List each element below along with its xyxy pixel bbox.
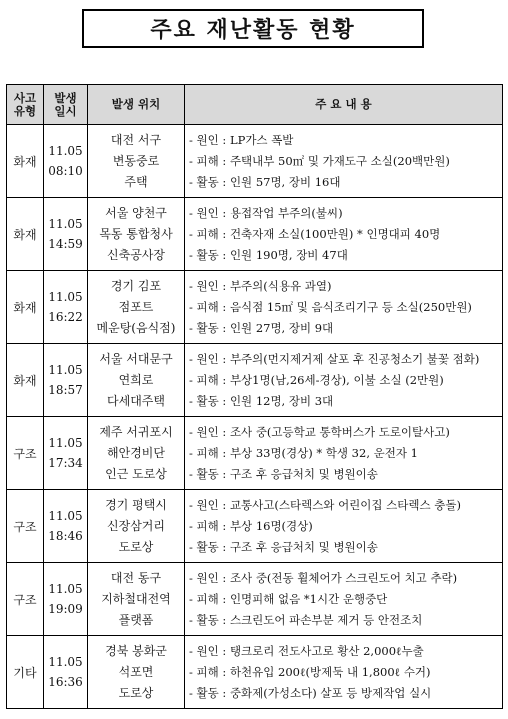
detail-line: - 피해 : 부상 33명(경상) * 학생 32, 운전자 1 (189, 445, 418, 460)
incident-type: 기타 (7, 636, 44, 709)
title-box (82, 9, 424, 48)
incident-datetime: 11.05 16:22 (44, 271, 88, 344)
table-row (7, 490, 503, 563)
incident-location: 경기 김포 점포트 메운탕(음식점) (88, 271, 185, 344)
disaster-table (6, 84, 503, 709)
incident-location: 서울 서대문구 연희로 다세대주택 (88, 344, 185, 417)
incident-datetime: 11.05 08:10 (44, 125, 88, 198)
incident-type: 구조 (7, 490, 44, 563)
table-row (7, 563, 503, 636)
detail-line: - 활동 : 구조 후 응급처치 및 병원이송 (189, 466, 378, 481)
header-date: 발생 일시 (44, 85, 88, 125)
table-row (7, 636, 503, 709)
detail-line: - 피해 : 건축자재 소실(100만원) * 인명대피 40명 (189, 226, 441, 241)
incident-type: 화재 (7, 344, 44, 417)
table-row (7, 125, 503, 198)
incident-detail (185, 344, 503, 417)
table-row (7, 344, 503, 417)
incident-type: 화재 (7, 198, 44, 271)
detail-line: - 원인 : 교통사고(스타렉스와 어린이집 스타렉스 충돌) (189, 497, 461, 512)
header-row (7, 85, 503, 125)
detail-line: - 활동 : 중화제(가성소다) 살포 등 방제작업 실시 (189, 685, 432, 700)
incident-type: 구조 (7, 563, 44, 636)
header-detail: 주 요 내 용 (185, 85, 503, 125)
incident-datetime: 11.05 14:59 (44, 198, 88, 271)
incident-datetime: 11.05 18:46 (44, 490, 88, 563)
detail-line: - 원인 : 조사 중(전동 휠체어가 스크린도어 치고 추락) (189, 570, 458, 585)
detail-line: - 피해 : 부상1명(남,26세-경상), 이불 소실 (2만원) (189, 372, 444, 387)
page-title: 주요 재난활동 현황 (150, 18, 356, 43)
incident-detail (185, 271, 503, 344)
table-row (7, 417, 503, 490)
detail-line: - 원인 : 용접작업 부주의(불씨) (189, 205, 343, 220)
detail-line: - 피해 : 부상 16명(경상) (189, 518, 313, 533)
detail-line: - 원인 : 부주의(식용유 과열) (189, 278, 332, 293)
incident-location: 대전 동구 지하철대전역 플랫폼 (88, 563, 185, 636)
detail-line: - 활동 : 인원 12명, 장비 3대 (189, 393, 334, 408)
detail-line: - 피해 : 음식점 15㎡ 및 음식조리기구 등 소실(250만원) (189, 299, 472, 314)
incident-location: 경기 평택시 신장삼거리 도로상 (88, 490, 185, 563)
detail-line: - 피해 : 인명피해 없음 *1시간 운행중단 (189, 591, 388, 606)
incident-datetime: 11.05 17:34 (44, 417, 88, 490)
incident-location: 서울 양천구 목동 통합청사 신축공사장 (88, 198, 185, 271)
incident-datetime: 11.05 19:09 (44, 563, 88, 636)
incident-datetime: 11.05 18:57 (44, 344, 88, 417)
incident-detail (185, 125, 503, 198)
incident-type: 구조 (7, 417, 44, 490)
incident-detail (185, 198, 503, 271)
detail-line: - 원인 : 부주의(먼지제거제 살포 후 진공청소기 불꽃 점화) (189, 351, 480, 366)
detail-line: - 활동 : 구조 후 응급처치 및 병원이송 (189, 539, 378, 554)
incident-type: 화재 (7, 125, 44, 198)
detail-line: - 활동 : 인원 190명, 장비 47대 (189, 247, 348, 262)
incident-type: 화재 (7, 271, 44, 344)
header-location: 발생 위치 (88, 85, 185, 125)
detail-line: - 원인 : LP가스 폭발 (189, 132, 294, 147)
table-row (7, 271, 503, 344)
incident-detail (185, 490, 503, 563)
detail-line: - 원인 : 조사 중(고등학교 통학버스가 도로이탈사고) (189, 424, 450, 439)
detail-line: - 활동 : 스크린도어 파손부분 제거 등 안전조치 (189, 612, 423, 627)
detail-line: - 피해 : 하천유입 200ℓ(방제둑 내 1,800ℓ 수거) (189, 664, 431, 679)
incident-detail (185, 417, 503, 490)
table-row (7, 198, 503, 271)
detail-line: - 활동 : 인원 57명, 장비 16대 (189, 174, 341, 189)
incident-datetime: 11.05 16:36 (44, 636, 88, 709)
incident-detail (185, 563, 503, 636)
incident-location: 대전 서구 변동중로 주택 (88, 125, 185, 198)
incident-location: 경북 봉화군 석포면 도로상 (88, 636, 185, 709)
incident-location: 제주 서귀포시 해안경비단 인근 도로상 (88, 417, 185, 490)
detail-line: - 피해 : 주택내부 50㎡ 및 가재도구 소실(20백만원) (189, 153, 450, 168)
incident-detail (185, 636, 503, 709)
detail-line: - 원인 : 탱크로리 전도사고로 황산 2,000ℓ누출 (189, 643, 424, 658)
header-type: 사고 유형 (7, 85, 44, 125)
detail-line: - 활동 : 인원 27명, 장비 9대 (189, 320, 334, 335)
